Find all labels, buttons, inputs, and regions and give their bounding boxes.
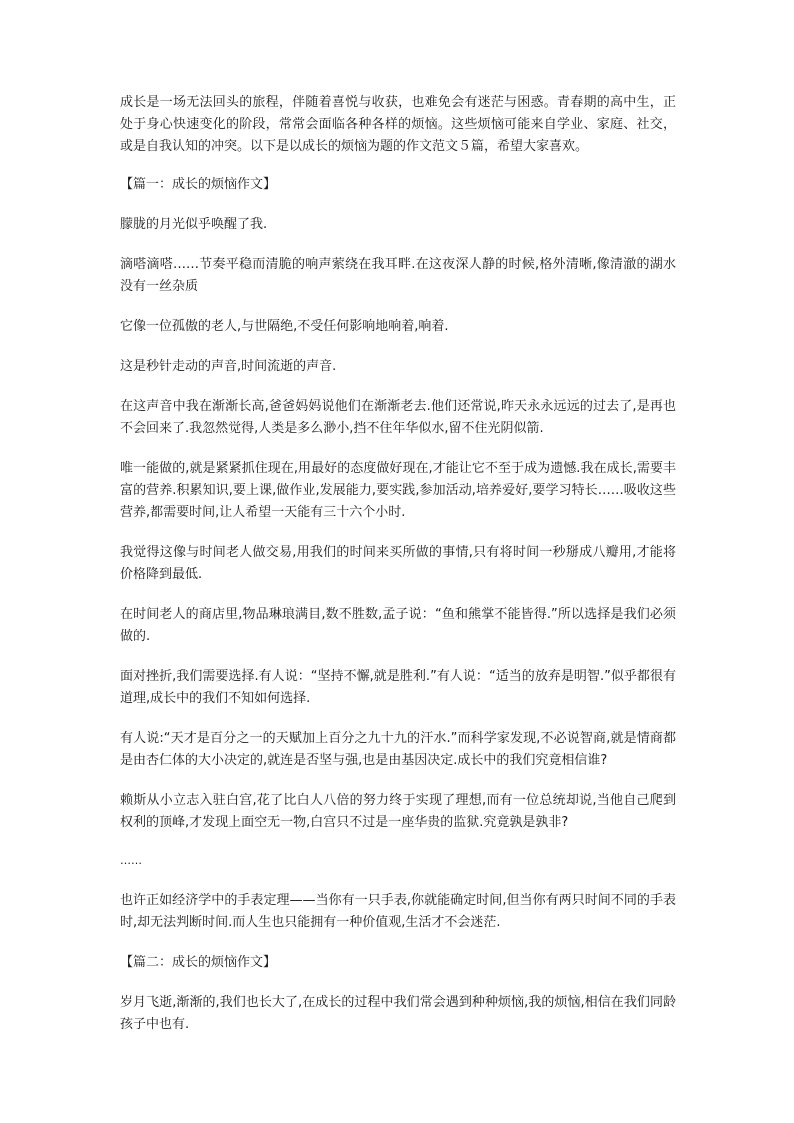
paragraph: 滴嗒滴嗒……节奏平稳而清脆的响声萦绕在我耳畔.在这夜深人静的时候,格外清晰,像清澈的湖水没有一丝杂质	[120, 257, 676, 294]
paragraph: 赖斯从小立志入驻白宫,花了比白人八倍的努力终于实现了理想,而有一位总统却说,当他自己爬到权利的顶峰,才发现上面空无一物,白宫只不过是一座华贵的监狱.究竟孰是孰非?	[120, 793, 676, 830]
section-heading-1: 【篇一：成长的烦恼作文】	[120, 177, 277, 192]
paragraph: 岁月飞逝,渐渐的,我们也长大了,在成长的过程中我们常会遇到种种烦恼,我的烦恼,相信在我们同龄孩子中也有.	[120, 995, 676, 1032]
paragraph: 在这声音中我在渐渐长高,爸爸妈妈说他们在渐渐老去.他们还常说,昨天永永远远的过去了,是再也不会回来了.我忽然觉得,人类是多么渺小,挡不住年华似水,留不住光阴似箭.	[120, 399, 676, 436]
section-heading-2: 【篇二：成长的烦恼作文】	[120, 955, 277, 970]
paragraph: 我觉得这像与时间老人做交易,用我们的时间来买所做的事情,只有将时间一秒掰成八瓣用,才能将价格降到最低.	[120, 545, 676, 582]
paragraph: 这是秒针走动的声音,时间流逝的声音.	[120, 359, 337, 374]
paragraph: 它像一位孤傲的老人,与世隔绝,不受任何影响地响着,响着.	[120, 319, 449, 334]
ellipsis-separator: ……	[120, 854, 142, 867]
paragraph: 在时间老人的商店里,物品琳琅满目,数不胜数,孟子说：“鱼和熊掌不能皆得.”所以选择是我们必须做的.	[120, 607, 676, 644]
paragraph: 也许正如经济学中的手表定理——当你有一只手表,你就能确定时间,但当你有两只时间不同的手表时,却无法判断时间.而人生也只能拥有一种价值观,生活才不会迷茫.	[120, 893, 676, 930]
paragraph: 面对挫折,我们需要选择.有人说：“坚持不懈,就是胜利.”有人说：“适当的放弃是明智.”似乎都很有道理,成长中的我们不知如何选择.	[120, 669, 676, 706]
paragraph: 唯一能做的,就是紧紧抓住现在,用最好的态度做好现在,才能让它不至于成为遗憾.我在成长,需要丰富的营养.积累知识,要上课,做作业,发展能力,要实践,参加活动,培养爱好,要学习特长……吸收这些营养,都需要时间,让人希望一天能有三十六个小时.	[120, 461, 676, 520]
paragraph: 朦胧的月光似乎唤醒了我.	[120, 217, 268, 232]
intro-paragraph: 成长是一场无法回头的旅程，伴随着喜悦与收获，也难免会有迷茫与困惑。青春期的高中生，正处于身心快速变化的阶段，常常会面临各种各样的烦恼。这些烦恼可能来自学业、家庭、社交，或是自我认知的冲突。以下是以成长的烦恼为题的作文范文５篇，希望大家喜欢。	[120, 95, 676, 154]
paragraph: 有人说:“天才是百分之一的天赋加上百分之九十九的汗水.”而科学家发现,不必说智商,就是情商都是由杏仁体的大小决定的,就连是否坚与强,也是由基因决定.成长中的我们究竟相信谁?	[120, 731, 676, 768]
document-body	[120, 92, 676, 1054]
